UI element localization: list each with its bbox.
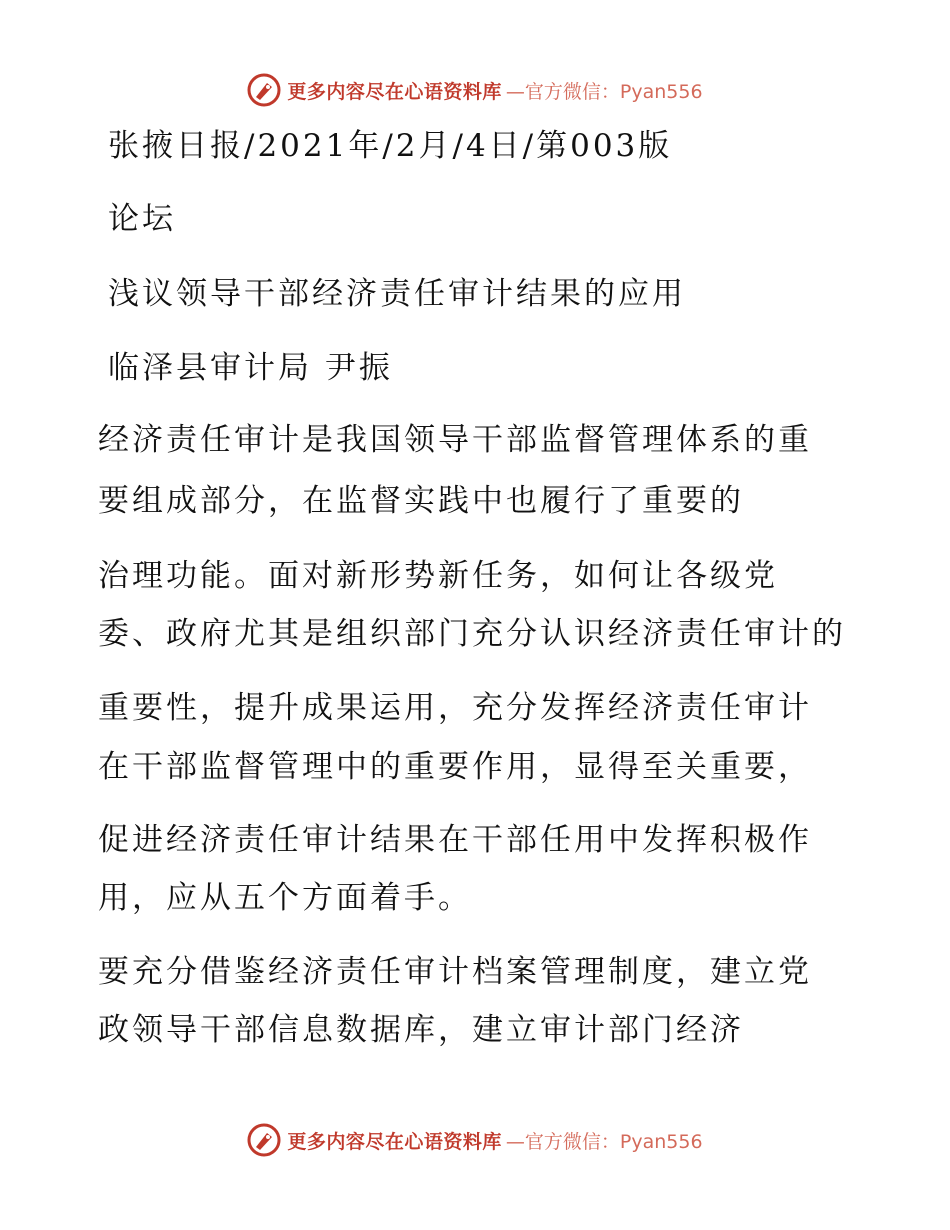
pen-nib-seal-icon — [247, 1123, 281, 1157]
paragraph-line: 用，应从五个方面着手。 — [98, 880, 472, 916]
paragraph-line: 要组成部分，在监督实践中也履行了重要的 — [98, 483, 744, 519]
watermark-brand: 更多内容尽在心语资料库 — [287, 80, 502, 103]
watermark-brand: 更多内容尽在心语资料库 — [287, 1130, 502, 1153]
paragraph-line: 政领导干部信息数据库，建立审计部门经济 — [98, 1012, 744, 1048]
paragraph-line: 要充分借鉴经济责任审计档案管理制度，建立党 — [98, 954, 812, 990]
paragraph-line: 治理功能。面对新形势新任务，如何让各级党 — [98, 558, 778, 594]
watermark-contact: —官方微信：Pyan556 — [505, 80, 703, 103]
pen-nib-seal-icon — [247, 73, 281, 107]
source-line: 张掖日报/2021年/2月/4日/第003版 — [108, 128, 673, 164]
paragraph-line: 在干部监督管理中的重要作用，显得至关重要， — [98, 749, 812, 785]
paragraph-line: 促进经济责任审计结果在干部任用中发挥积极作 — [98, 822, 812, 858]
article-title: 浅议领导干部经济责任审计结果的应用 — [108, 276, 686, 312]
paragraph-line: 委、政府尤其是组织部门充分认识经济责任审计的 — [98, 616, 846, 652]
watermark-contact: —官方微信：Pyan556 — [505, 1130, 703, 1153]
watermark-footer — [0, 1120, 950, 1160]
paragraph-line: 经济责任审计是我国领导干部监督管理体系的重 — [98, 422, 812, 458]
watermark-header — [0, 70, 950, 110]
paragraph-line: 重要性，提升成果运用，充分发挥经济责任审计 — [98, 690, 812, 726]
section-label: 论坛 — [108, 201, 176, 237]
article-byline: 临泽县审计局 尹振 — [108, 350, 393, 386]
